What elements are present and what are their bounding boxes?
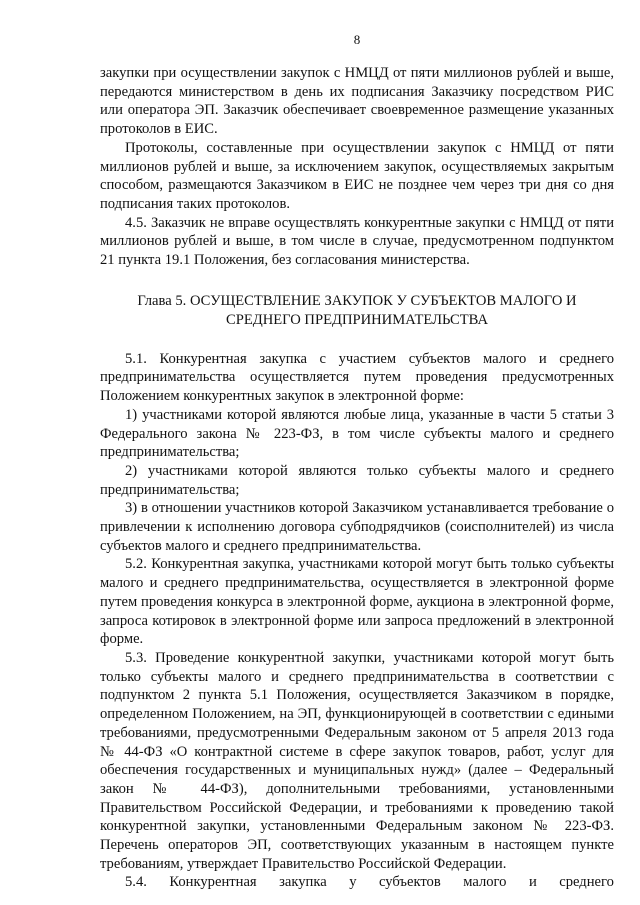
- word: закупка: [279, 874, 327, 891]
- list-item-5-1-2: 2) участниками которой являются только субъекты малого и среднего предпринимательства;: [100, 462, 614, 498]
- word: 5.4.: [125, 874, 147, 891]
- paragraph-protocols-publication: Протоколы, составленные при осуществлении закупок с НМЦД от пяти миллионов рублей и выше, за исключением закупок, осуществляемых закрытым способом, размещаются Заказчиком в ЕИС не позднее чем через три дня со дня подписания таких протоколов.: [100, 139, 614, 212]
- paragraph-protocols-transfer: закупки при осуществлении закупок с НМЦД от пяти миллионов рублей и выше, передаются министерством в день их подписания Заказчику посредством РИС или оператора ЭП. Заказчик обеспечивает своевременное размещение указанных протоколов в ЕИС.: [100, 65, 614, 138]
- page-number: 8: [353, 32, 361, 47]
- list-item-5-1-1: 1) участниками которой являются любые лица, указанные в части 5 статьи 3 Федерального закона № 223-ФЗ, в том числе субъекты малого и среднего предпринимательства;: [100, 406, 614, 461]
- paragraph-5-4-first-line: [100, 873, 614, 892]
- paragraph-5-2: 5.2. Конкурентная закупка, участниками которой могут быть только субъекты малого и среднего предпринимательства, осуществляется в электронной форме путем проведения конкурса в электронной форме, аукциона в электронной форме, запроса котировок в электронной форме или запроса предложений в электронной форме.: [100, 556, 614, 648]
- document-body: [100, 64, 614, 892]
- list-item-5-1-3: 3) в отношении участников которой Заказчиком устанавливается требование о привлечении к исполнению договора субподрядчиков (соисполнителей) из числа субъектов малого и среднего предпринимательства.: [100, 500, 614, 554]
- chapter-heading-line-2: СРЕДНЕГО ПРЕДПРИНИМАТЕЛЬСТВА: [225, 311, 489, 328]
- chapter-heading: [110, 292, 604, 330]
- paragraph-5-1: 5.1. Конкурентная закупка с участием субъектов малого и среднего предпринимательства осуществляется путем проведения предусмотренных Положением конкурентных закупок в электронной форме:: [100, 350, 614, 405]
- chapter-heading-line-1: Глава 5. ОСУЩЕСТВЛЕНИЕ ЗАКУПОК У СУБЪЕКТОВ МАЛОГО И: [137, 292, 577, 309]
- word: среднего: [559, 874, 614, 891]
- paragraph-5-3: 5.3. Проведение конкурентной закупки, участниками которой могут быть только субъекты малого и среднего предпринимательства в соответствии с подпунктом 2 пункта 5.1 Положения, осуществляется Заказчиком в порядке, определенном Положением, на ЭП, функционирующей в соответствии с едиными требованиями, предусмотренными Федеральным законом от 5 апреля 2013 года № 44-ФЗ «О контрактной системе в сфере закупок товаров, работ, услуг для обеспечения государственных и муниципальных нужд» (далее – Федеральный закон № 44-ФЗ), дополнительными требованиями, установленными Правительством Российской Федерации, и требованиями к проведению такой конкурентной закупки, установленными Федеральным законом № 223-ФЗ. Перечень операторов ЭП, соответствующих указанным в настоящем пункте требованиям, утверждает Правительство Российской Федерации.: [100, 649, 614, 872]
- word: и: [528, 874, 537, 891]
- paragraph-4-5: 4.5. Заказчик не вправе осуществлять конкурентные закупки с НМЦД от пяти миллионов рублей и выше, в том числе в случае, предусмотренном подпунктом 21 пункта 19.1 Положения, без согласования министерства.: [100, 214, 614, 269]
- word: субъектов: [378, 874, 441, 891]
- word: малого: [463, 874, 507, 891]
- word: Конкурентная: [169, 874, 257, 891]
- word: у: [349, 874, 357, 891]
